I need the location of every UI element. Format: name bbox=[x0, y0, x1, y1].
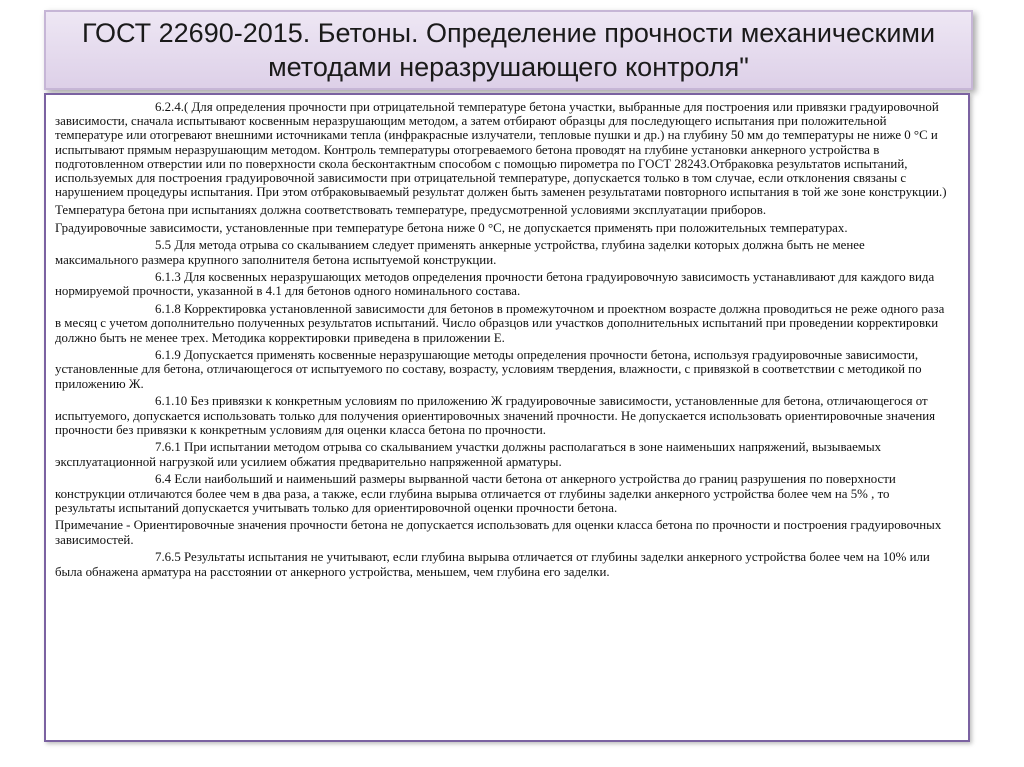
paragraph-6-4: 6.4 Если наибольший и наименьший размеры вырванной части бетона от анкерного устройства до границ разрушения по поверхности конструкции отличаются более чем в два раза, а также, если глубина вырыва отличается от глубины заделки анкерного устройства более чем на 5% , то результаты испытаний допускается учитывать только для ориентировочной оценки прочности бетона. bbox=[55, 472, 896, 515]
slide-title bbox=[62, 16, 955, 84]
slide-title-box bbox=[44, 10, 973, 90]
paragraph-note: Примечание - Ориентировочные значения прочности бетона не допускается использовать для оценки класса бетона по прочности и построения градуировочных зависимостей. bbox=[55, 518, 942, 547]
paragraph-6-1-3: 6.1.3 Для косвенных неразрушающих методов определения прочности бетона градуировочную зависимость устанавливают для каждого вида нормируемой прочности, указанной в 4.1 для бетонов одного номинального состава. bbox=[55, 270, 935, 299]
slide-title-line-1: ГОСТ 22690-2015. Бетоны. Определение прочности механическими bbox=[81, 18, 936, 48]
paragraph-7-6-5: 7.6.5 Результаты испытания не учитывают, если глубина вырыва отличается от глубины заделки анкерного устройства более чем на 10% или была обнажена арматура на расстоянии от анкерного устройства, меньшем, чем глубина его заделки. bbox=[55, 550, 930, 579]
paragraph-calibration-below-zero: Градуировочные зависимости, установленные при температуре бетона ниже 0 °С, не допускается применять при положительных температурах. bbox=[55, 220, 848, 235]
paragraph-5-5: 5.5 Для метода отрыва со скалыванием следует применять анкерные устройства, глубина заделки которых должна быть не менее максимального размера крупного заполнителя бетона испытуемой конструкции. bbox=[55, 238, 865, 267]
paragraph-7-6-1: 7.6.1 При испытании методом отрыва со скалыванием участки должны располагаться в зоне наименьших напряжений, вызываемых эксплуатационной нагрузкой или усилием обжатия предварительно напряженной арматуры. bbox=[55, 440, 882, 469]
slide-title-line-2: методами неразрушающего контроля" bbox=[268, 52, 749, 82]
paragraph-6-2-4: 6.2.4.( Для определения прочности при отрицательной температуре бетона участки, выбранные для построения или привязки градуировочной зависимости, сначала испытывают косвенным неразрушающим методом, а затем отбирают образцы для последующего испытания при положительной температуре или отогревают внешними источниками тепла (инфракрасные излучатели, тепловые пушки и др.) на глубину 50 мм до температуры не ниже 0 °С и испытывают прямым неразрушающим методом. Контроль температуры отогреваемого бетона проводят на глубине установки анкерного устройства в подготовленном отверстии или по поверхности скола бесконтактным способом с помощью пирометра по ГОСТ 28243.Отбраковка результатов испытаний, используемых для построения градуировочной зависимости при отрицательной температуре, допускается только в том случае, если отклонения связаны с нарушением процедуры испытания. При этом отбраковываемый результат должен быть заменен результатами повторного испытания в той же зоне конструкции.) bbox=[55, 100, 947, 200]
paragraph-6-1-10: 6.1.10 Без привязки к конкретным условиям по приложению Ж градуировочные зависимости, установленные для бетона, отличающегося от испытуемого, допускается использовать только для получения ориентировочных значений прочности. Не допускается использовать ориентировочные значения прочности без привязки к конкретным условиям для оценки класса бетона по прочности. bbox=[55, 394, 936, 437]
paragraph-temperature: Температура бетона при испытаниях должна соответствовать температуре, предусмотренной условиями эксплуатации приборов. bbox=[55, 202, 767, 217]
content-box bbox=[44, 93, 970, 742]
paragraph-6-1-8: 6.1.8 Корректировка установленной зависимости для бетонов в промежуточном и проектном возрасте должна проводиться не реже одного раза в месяц с учетом дополнительно полученных результатов испытаний. Число образцов или участков дополнительных испытаний при проведении корректировки должно быть не менее трех. Методика корректировки приведена в приложении Е. bbox=[55, 302, 945, 345]
paragraph-6-1-9: 6.1.9 Допускается применять косвенные неразрушающие методы определения прочности бетона, используя градуировочные зависимости, установленные для бетона, отличающегося от испытуемого по составу, возрасту, условиям твердения, влажности, с привязкой в соответствии с методикой по приложению Ж. bbox=[55, 348, 922, 391]
